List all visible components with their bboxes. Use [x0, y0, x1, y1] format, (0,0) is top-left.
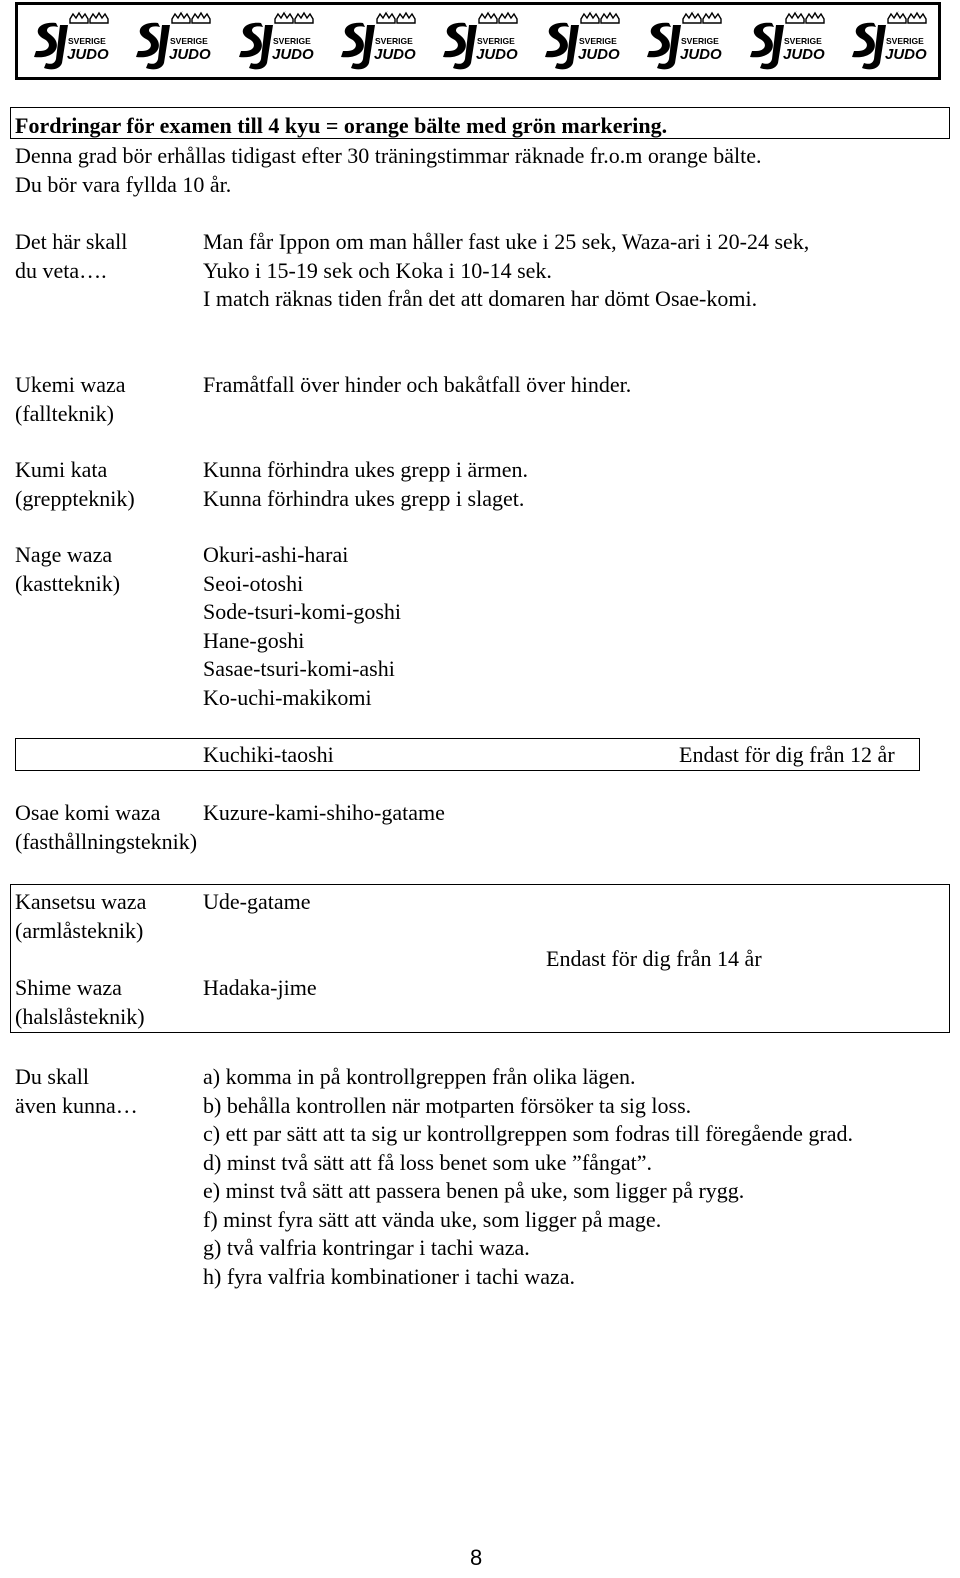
ukemi-label-line-2: (fallteknik) [15, 400, 114, 426]
svg-text:JUDO: JUDO [169, 46, 212, 63]
also-label-line-2: även kunna… [15, 1092, 138, 1118]
also-label-line-1: Du skall [15, 1064, 89, 1089]
list-item: h) fyra valfria kombinationer i tachi waza. [203, 1263, 576, 1289]
osae-label-line-2: (fasthållningsteknik) [15, 828, 198, 854]
know-line: Man får Ippon om man håller fast uke i 25 sek, Waza-ari i 20-24 sek, [203, 229, 810, 254]
sverige-judo-logo [333, 11, 419, 71]
svg-text:JUDO: JUDO [67, 46, 109, 63]
ukemi-label-line-1: Ukemi waza [15, 372, 126, 397]
svg-text:SVERIGE: SVERIGE [885, 36, 924, 46]
technique-item: Hane-goshi [203, 627, 305, 653]
know-line: I match räknas tiden från det att domaren har dömt Osae-komi. [203, 286, 758, 311]
svg-text:JUDO: JUDO [578, 46, 620, 63]
svg-text:SVERIGE: SVERIGE [272, 36, 311, 46]
technique-item: Sode-tsuri-komi-goshi [203, 599, 401, 624]
know-label [15, 228, 127, 285]
svg-text:JUDO: JUDO [884, 46, 927, 63]
nage-label-line-1: Nage waza [15, 542, 113, 567]
technique-item: Ko-uchi-makikomi [203, 684, 372, 710]
logo-banner [15, 2, 941, 80]
ukemi-label [15, 371, 126, 428]
list-item: c) ett par sätt att ta sig ur kontrollgreppen som fodras till föregående grad. [203, 1121, 854, 1146]
sverige-judo-logo [231, 11, 317, 71]
kumi-text [203, 456, 528, 513]
sverige-judo-logo [639, 11, 725, 71]
page-number: 8 [470, 1545, 483, 1570]
svg-text:JUDO: JUDO [373, 46, 416, 63]
svg-text:SVERIGE: SVERIGE [681, 36, 720, 46]
list-item: e) minst två sätt att passera benen på uke, som ligger på rygg. [203, 1178, 745, 1203]
list-item: g) två valfria kontringar i tachi waza. [203, 1235, 530, 1260]
age-12-note: Endast för dig från 12 år [679, 742, 895, 767]
svg-text:JUDO: JUDO [475, 46, 518, 63]
sverige-judo-logo [128, 11, 214, 71]
nage-technique-list [203, 541, 401, 712]
shime-label-line-1: Shime waza [15, 975, 122, 1000]
kansetsu-label [15, 888, 146, 945]
kumi-label-line-1: Kumi kata [15, 457, 108, 482]
sverige-judo-logo [742, 11, 828, 71]
shime-label-line-2: (halslåsteknik) [15, 1003, 145, 1029]
extra-technique: Kuchiki-taoshi [203, 742, 334, 767]
intro-line-2: Du bör vara fyllda 10 år. [15, 172, 232, 197]
svg-text:JUDO: JUDO [271, 46, 314, 63]
kumi-line: Kunna förhindra ukes grepp i ärmen. [203, 457, 529, 482]
sverige-judo-logo [537, 11, 623, 71]
shime-label [15, 974, 145, 1031]
kumi-line: Kunna förhindra ukes grepp i slaget. [203, 485, 525, 511]
kansetsu-technique: Ude-gatame [203, 889, 311, 914]
svg-text:JUDO: JUDO [782, 46, 825, 63]
know-text [203, 228, 809, 314]
sverige-judo-logo [844, 11, 930, 71]
osae-label-line-1: Osae komi waza [15, 800, 161, 825]
list-item: f) minst fyra sätt att vända uke, som ligger på mage. [203, 1206, 662, 1232]
technique-item: Sasae-tsuri-komi-ashi [203, 656, 395, 681]
sverige-judo-logo [435, 11, 521, 71]
osae-technique: Kuzure-kami-shiho-gatame [203, 800, 445, 825]
ukemi-text: Framåtfall över hinder och bakåtfall över hinder. [203, 372, 632, 397]
also-label [15, 1063, 138, 1120]
list-item: d) minst två sätt att få loss benet som uke ”fångat”. [203, 1149, 653, 1175]
svg-text:SVERIGE: SVERIGE [783, 36, 822, 46]
also-list [203, 1063, 853, 1291]
osae-label [15, 799, 197, 856]
list-item: b) behålla kontrollen när motparten försöker ta sig loss. [203, 1092, 692, 1118]
nage-label-line-2: (kastteknik) [15, 570, 121, 596]
know-label-line-2: du veta…. [15, 257, 107, 283]
kumi-label-line-2: (greppteknik) [15, 485, 135, 511]
list-item: a) komma in på kontrollgreppen från olika lägen. [203, 1064, 636, 1089]
kansetsu-label-line-1: Kansetsu waza [15, 889, 147, 914]
technique-item: Okuri-ashi-harai [203, 542, 349, 567]
age-14-note: Endast för dig från 14 år [546, 946, 762, 971]
sverige-judo-logo [26, 11, 112, 71]
kansetsu-label-line-2: (armlåsteknik) [15, 917, 144, 943]
svg-text:SVERIGE: SVERIGE [68, 36, 106, 46]
age-14-box [10, 884, 950, 1033]
svg-text:JUDO: JUDO [680, 46, 723, 63]
know-label-line-1: Det här skall [15, 229, 128, 254]
know-line: Yuko i 15-19 sek och Koka i 10-14 sek. [203, 257, 552, 283]
svg-text:SVERIGE: SVERIGE [579, 36, 617, 46]
svg-text:SVERIGE: SVERIGE [374, 36, 413, 46]
nage-label [15, 541, 120, 598]
exam-title: Fordringar för examen till 4 kyu = orange bälte med grön markering. [15, 113, 668, 138]
technique-item: Seoi-otoshi [203, 570, 304, 596]
intro-line-1: Denna grad bör erhållas tidigast efter 30 träningstimmar räknade fr.o.m orange bälte. [15, 143, 762, 168]
kumi-label [15, 456, 135, 513]
svg-text:SVERIGE: SVERIGE [170, 36, 209, 46]
shime-technique: Hadaka-jime [203, 975, 317, 1000]
svg-text:SVERIGE: SVERIGE [476, 36, 515, 46]
